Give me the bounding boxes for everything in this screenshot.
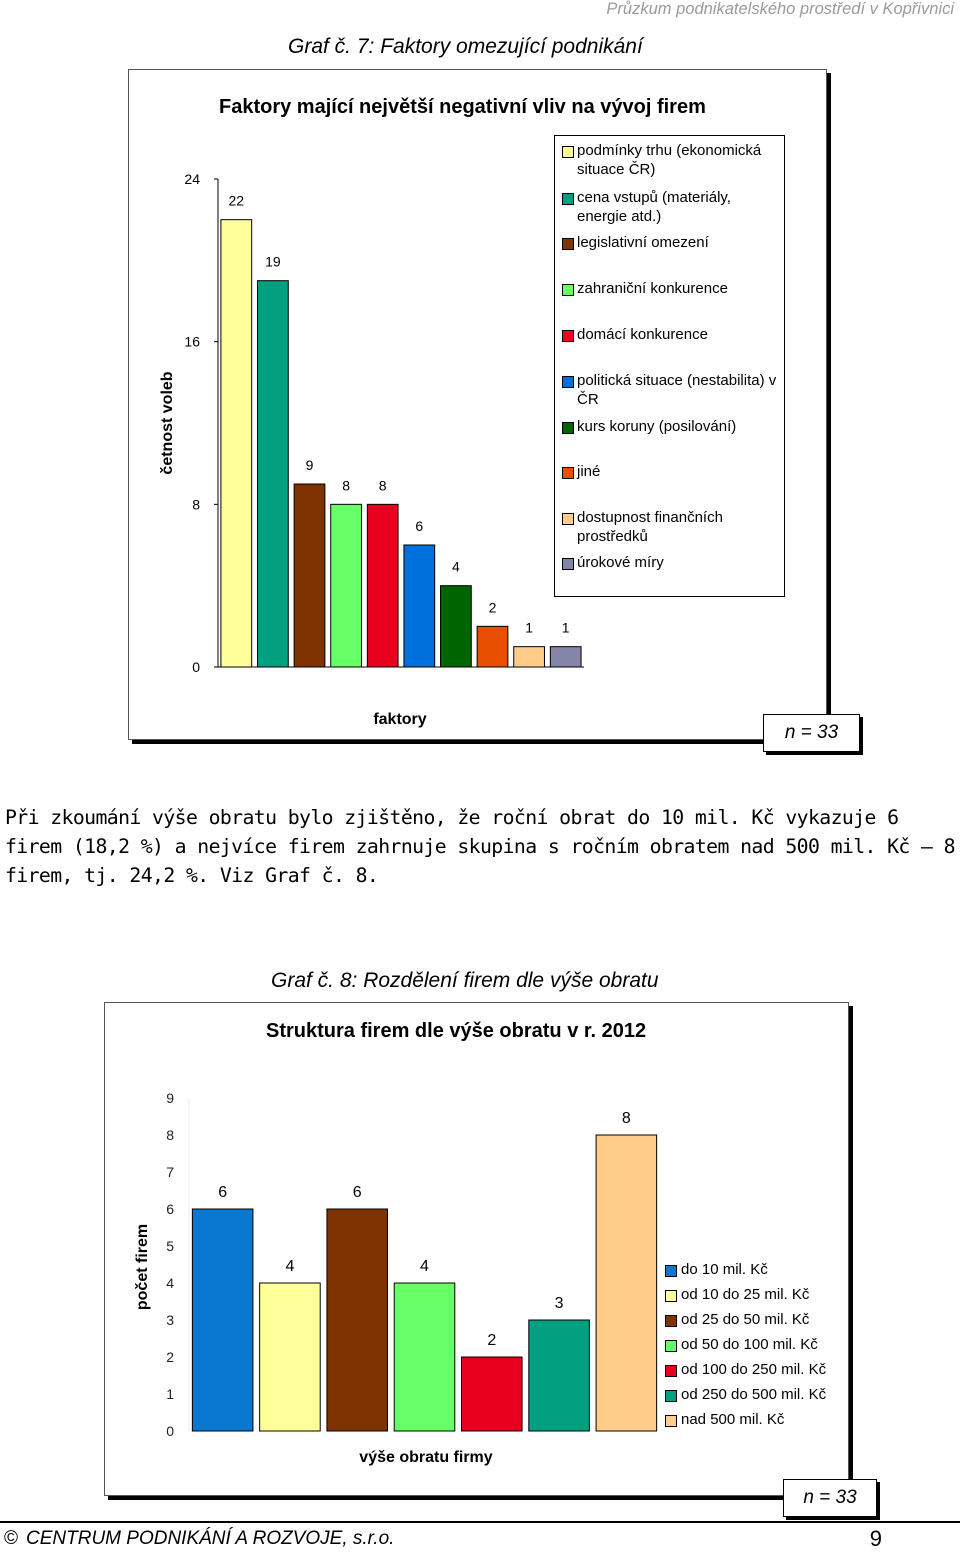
footer-company (4, 1528, 394, 1550)
y-axis-label: četnost voleb (159, 371, 176, 475)
legend-label: od 250 do 500 mil. Kč (681, 1386, 827, 1403)
y-tick-label: 8 (166, 1127, 174, 1143)
data-label: 2 (487, 1332, 497, 1349)
legend-label: od 25 do 50 mil. Kč (681, 1311, 810, 1328)
data-label: 2 (488, 599, 497, 616)
data-label: 8 (378, 477, 387, 494)
y-tick-label: 4 (166, 1275, 174, 1291)
legend-label: od 100 do 250 mil. Kč (681, 1361, 827, 1378)
bar-kurs-koruny-posilovani (441, 586, 472, 667)
y-tick-label: 1 (166, 1386, 174, 1402)
bar-od-250-do-500-mil-kc (529, 1320, 590, 1431)
y-tick-label: 9 (166, 1090, 174, 1106)
legend-swatch (665, 1315, 677, 1327)
bar-od-25-do-50-mil-kc (327, 1209, 388, 1431)
y-tick-label: 8 (192, 496, 200, 513)
y-tick-label: 0 (166, 1423, 174, 1439)
legend-label: cena vstupů (materiály, energie atd.) (577, 189, 731, 225)
bar-legislativni-omezeni (294, 484, 325, 667)
legend-swatch (665, 1415, 677, 1427)
legend-swatch (562, 146, 574, 158)
copyright-symbol: © (4, 1528, 18, 1549)
bar-nad-500-mil-kc (596, 1135, 657, 1431)
legend-label: legislativní omezení (577, 234, 709, 251)
chart1-caption: Graf č. 7: Faktory omezující podnikání (288, 35, 643, 58)
y-tick-label: 0 (192, 659, 200, 675)
legend-label: do 10 mil. Kč (681, 1261, 768, 1278)
bar-domaci-konkurence (367, 504, 398, 667)
legend-swatch (562, 422, 574, 434)
data-label: 22 (228, 192, 245, 209)
chart1-title: Faktory mající největší negativní vliv na vývoj firem (219, 96, 706, 118)
chart1-n-label: n = 33 (763, 714, 860, 752)
legend-label: úrokové míry (577, 554, 664, 571)
data-label: 6 (415, 518, 424, 534)
data-label: 4 (452, 558, 460, 575)
legend-swatch (665, 1265, 677, 1277)
y-tick-label: 2 (166, 1349, 174, 1365)
y-tick-label: 3 (166, 1312, 174, 1328)
legend-swatch (562, 513, 574, 525)
legend-swatch (562, 238, 574, 250)
legend-swatch (665, 1390, 677, 1402)
data-label: 8 (342, 477, 350, 494)
chart1-legend (554, 135, 785, 597)
legend-label: od 50 do 100 mil. Kč (681, 1336, 818, 1353)
bar-cena-vstupu-materialy-energie-atd (258, 281, 289, 667)
data-label: 19 (265, 253, 281, 270)
bar-od-10-do-25-mil-kc (260, 1283, 321, 1431)
footer-company-name: CENTRUM PODNIKÁNÍ A ROZVOJE, s.r.o. (26, 1528, 395, 1549)
bar-urokove-miry (550, 647, 581, 667)
legend-swatch (562, 284, 574, 296)
bar-od-100-do-250-mil-kc (462, 1357, 523, 1431)
bar-politicka-situace-nestabilita-v-cr (404, 545, 435, 667)
data-label: 3 (554, 1295, 564, 1312)
x-axis-label: výše obratu firmy (359, 1449, 493, 1466)
data-label: 6 (218, 1184, 228, 1201)
legend-label: domácí konkurence (577, 326, 708, 343)
bar-zahranicni-konkurence (331, 504, 362, 667)
bar-od-50-do-100-mil-kc (394, 1283, 455, 1431)
data-label: 9 (305, 457, 314, 473)
x-axis-label: faktory (373, 711, 427, 728)
document-header: Průzkum podnikatelského prostředí v Kopřivnici (606, 0, 954, 18)
bar-jine (477, 626, 508, 667)
legend-label: zahraniční konkurence (577, 280, 728, 297)
y-tick-label: 7 (166, 1164, 174, 1180)
bar-do-10-mil-kc (192, 1209, 253, 1431)
y-tick-label: 6 (166, 1201, 174, 1217)
data-label: 1 (525, 619, 533, 636)
data-label: 4 (420, 1258, 429, 1275)
legend-swatch (665, 1340, 677, 1352)
legend-label: nad 500 mil. Kč (681, 1411, 785, 1428)
legend-swatch (562, 330, 574, 342)
body-paragraph: Při zkoumání výše obratu bylo zjištěno, že roční obrat do 10 mil. Kč vykazuje 6 firem (18,2 %) a nejvíce firem zahrnuje skupina s ročním obratem nad 500 mil. Kč – 8 firem, tj. 24,2 %. Viz Graf č. 8. (5, 806, 955, 887)
chart2-caption: Graf č. 8: Rozdělení firem dle výše obratu (271, 969, 659, 992)
legend-swatch (562, 376, 574, 388)
legend-swatch (562, 558, 574, 570)
legend-swatch (665, 1290, 677, 1302)
legend-label: kurs koruny (posilování) (577, 418, 737, 435)
legend-swatch (562, 467, 574, 479)
bar-dostupnost-financnich-prostredku (514, 647, 545, 667)
footer-divider (0, 1521, 960, 1523)
data-label: 1 (561, 619, 570, 636)
chart2-legend (659, 1256, 850, 1434)
data-label: 4 (285, 1258, 295, 1275)
legend-label: politická situace (nestabilita) v ČR (577, 372, 777, 408)
legend-swatch (665, 1365, 677, 1377)
y-axis-label: počet firem (134, 1223, 151, 1311)
legend-label: podmínky trhu (ekonomická situace ČR) (577, 142, 762, 178)
page-number: 9 (869, 1526, 882, 1551)
chart2-title: Struktura firem dle výše obratu v r. 2012 (266, 1020, 647, 1042)
legend-label: dostupnost finančních prostředků (577, 509, 723, 545)
legend-swatch (562, 193, 574, 205)
legend-label: jiné (577, 463, 601, 480)
y-tick-label: 24 (184, 171, 200, 187)
legend-label: od 10 do 25 mil. Kč (681, 1286, 810, 1303)
data-label: 6 (352, 1184, 362, 1201)
y-tick-label: 16 (184, 333, 200, 350)
data-label: 8 (621, 1110, 631, 1127)
bar-podminky-trhu-ekonomicka-situace-cr (221, 220, 252, 667)
chart2-n-label: n = 33 (783, 1479, 877, 1517)
y-tick-label: 5 (166, 1238, 174, 1254)
